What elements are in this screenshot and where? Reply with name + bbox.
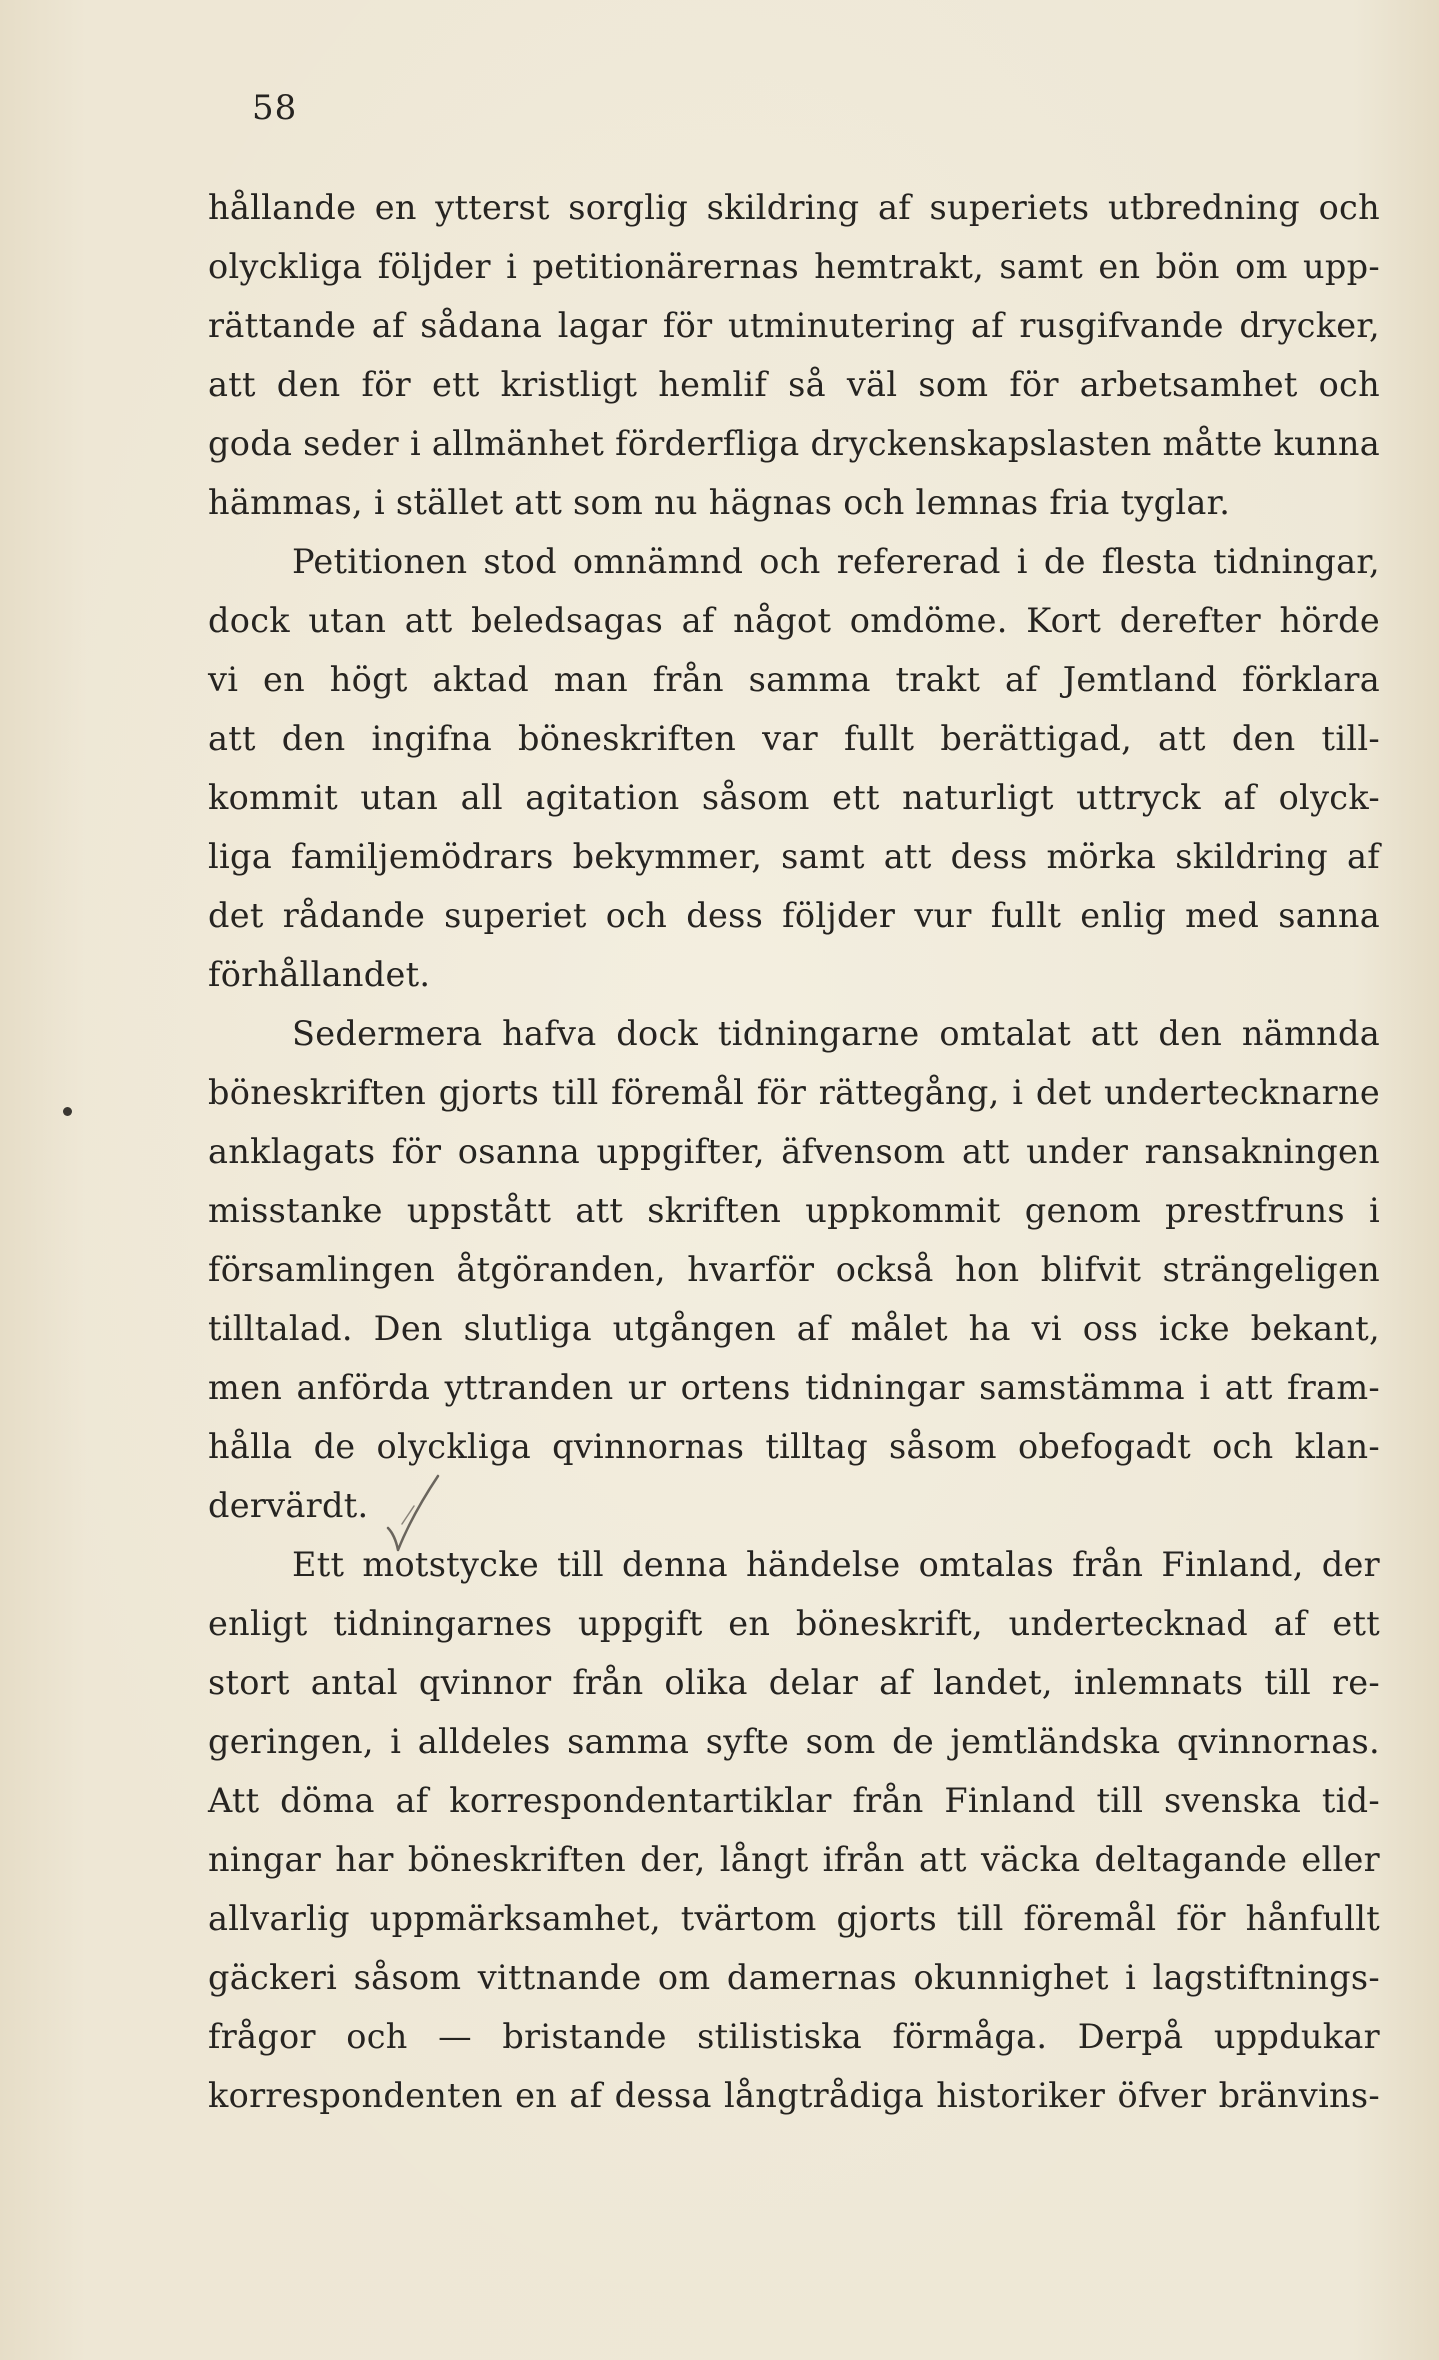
text-line-7: Petitionen stod omnämnd och refererad i de flesta tidningar, xyxy=(292,542,1380,581)
text-line-17: anklagats för osanna uppgifter, äfvensom att under ransakningen xyxy=(208,1132,1380,1171)
text-line-20: tilltalad. Den slutliga utgången af målet ha vi oss icke bekant, xyxy=(208,1309,1380,1348)
text-line-19: församlingen åtgöranden, hvarför också hon blifvit strängeligen xyxy=(208,1250,1380,1289)
text-line-18: misstanke uppstått att skriften uppkommit genom prestfruns i xyxy=(208,1191,1380,1230)
text-line-31: gäckeri såsom vittnande om damernas okunnighet i lagstiftnings- xyxy=(208,1958,1380,1997)
text-line-28: Att döma af korrespondentartiklar från Finland till svenska tid- xyxy=(208,1781,1380,1820)
text-line-11: kommit utan all agitation såsom ett naturligt uttryck af olyck- xyxy=(208,778,1380,817)
text-line-24: Ett motstycke till denna händelse omtalas från Finland, der xyxy=(292,1545,1380,1584)
text-line-29: ningar har böneskriften der, långt ifrån att väcka deltagande eller xyxy=(208,1840,1380,1879)
text-line-13: det rådande superiet och dess följder vur fullt enlig med sanna xyxy=(208,896,1380,935)
text-line-25: enligt tidningarnes uppgift en böneskrift, undertecknad af ett xyxy=(208,1604,1380,1643)
text-line-26: stort antal qvinnor från olika delar af landet, inlemnats till re- xyxy=(208,1663,1380,1702)
text-line-9: vi en högt aktad man från samma trakt af Jemtland förklara xyxy=(208,660,1380,699)
text-line-30: allvarlig uppmärksamhet, tvärtom gjorts till föremål för hånfullt xyxy=(208,1899,1380,1938)
text-line-4: att den för ett kristligt hemlif så väl som för arbetsamhet och xyxy=(208,365,1380,404)
text-line-14: förhållandet. xyxy=(208,955,431,994)
body-text xyxy=(208,178,1380,2125)
text-line-12: liga familjemödrars bekymmer, samt att dess mörka skildring af xyxy=(208,837,1380,876)
text-line-33: korrespondenten en af dessa långtrådiga historiker öfver bränvins- xyxy=(208,2076,1380,2115)
page-number: 58 xyxy=(252,88,298,128)
text-line-5: goda seder i allmänhet förderfliga dryckenskapslasten måtte kunna xyxy=(208,424,1380,463)
text-line-3: rättande af sådana lagar för utminutering af rusgifvande drycker, xyxy=(208,306,1380,345)
text-line-16: böneskriften gjorts till föremål för rättegång, i det undertecknarne xyxy=(208,1073,1380,1112)
text-line-15: Sedermera hafva dock tidningarne omtalat att den nämnda xyxy=(292,1014,1380,1053)
text-line-23: dervärdt. xyxy=(208,1486,369,1525)
text-line-1: hållande en ytterst sorglig skildring af superiets utbredning och xyxy=(208,188,1380,227)
text-line-6: hämmas, i stället att som nu hägnas och lemnas fria tyglar. xyxy=(208,483,1231,522)
text-line-27: geringen, i alldeles samma syfte som de jemtländska qvinnornas. xyxy=(208,1722,1380,1761)
text-line-8: dock utan att beledsagas af något omdöme. Kort derefter hörde xyxy=(208,601,1380,640)
text-line-10: att den ingifna böneskriften var fullt berättigad, att den till- xyxy=(208,719,1380,758)
text-line-32: frågor och — bristande stilistiska förmåga. Derpå uppdukar xyxy=(208,2017,1380,2056)
text-line-22: hålla de olyckliga qvinnornas tilltag såsom obefogadt och klan- xyxy=(208,1427,1380,1466)
text-line-21: men anförda yttranden ur ortens tidningar samstämma i att fram- xyxy=(208,1368,1380,1407)
margin-dot xyxy=(63,1107,72,1116)
text-line-2: olyckliga följder i petitionärernas hemtrakt, samt en bön om upp- xyxy=(208,247,1380,286)
